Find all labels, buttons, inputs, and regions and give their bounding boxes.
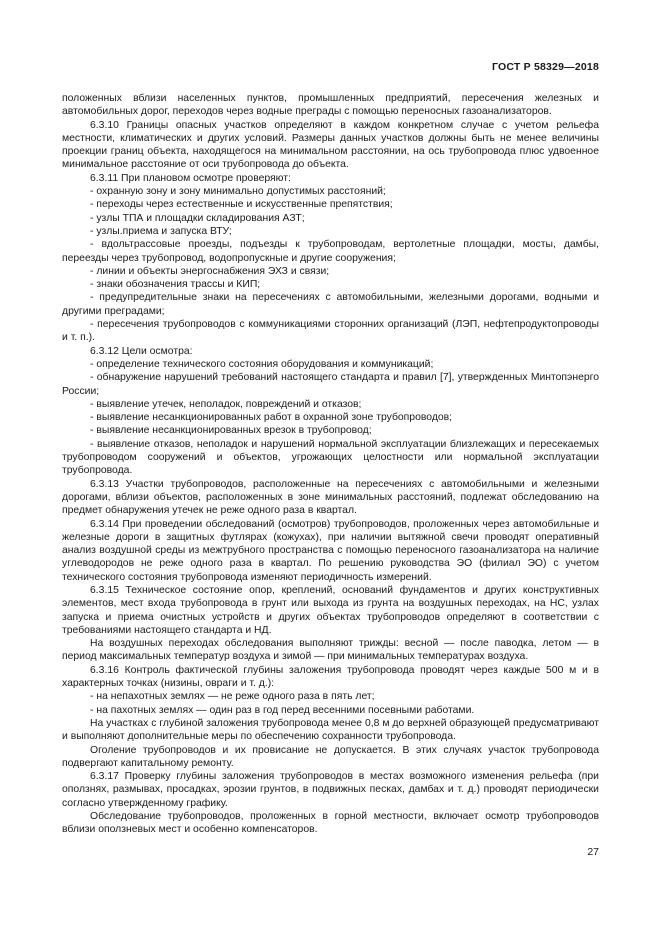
- list-item: - предупредительные знаки на пересечениях с автомобильными, железными дорогами, водными и другими преградами;: [62, 292, 599, 317]
- list-item: - на непахотных землях — не реже одного раза в пять лет;: [90, 691, 375, 703]
- list-item: - на пахотных землях — один раз в год перед весенними посевными работами.: [90, 704, 475, 716]
- paragraph: Обследование трубопроводов, проложенных в горной местности, включает осмотр трубопроводов вблизи оползневых мест и особенно компенсаторов.: [62, 811, 599, 836]
- document-header: ГОСТ Р 58329—2018: [491, 61, 599, 73]
- section-6-3-10: 6.3.10 Границы опасных участков определяют в каждом конкретном случае с учетом рельефа местности, климатических и других условий. Размеры данных участков должны быть не менее величины проекции границ объекта, находящегося на минимальном расстоянии, на ось трубопровода плюс удвоенное минимальное расстояние от оси трубопровода до объекта.: [62, 119, 599, 171]
- section-6-3-16: 6.3.16 Контроль фактической глубины заложения трубопровода проводят через каждые 500 м и в характерных точках (низины, овраги и т. д.):: [62, 664, 599, 690]
- list-item: - вдольтрассовые проезды, подъезды к трубопроводам, вертолетные площадки, мосты, дамбы, переезды через трубопровод, водопропускные и другие сооружения;: [62, 239, 599, 264]
- section-6-3-11: 6.3.11 При плановом осмотре проверяют:: [90, 172, 291, 184]
- section-6-3-14: 6.3.14 При проведении обследований (осмотров) трубопроводов, проложенных через автомобильные и железные дороги в защитных футлярах (кожухах), при наличии вытяжной свечи проводят оперативный анализ воздушной среды из межтрубного пространства с помощью переносного газоанализатора на наличие углеводородов не реже одного раза в квартал. По решению руководства ЭО (филиал ЭО) с учетом технического состояния трубопровода изменяют периодичность измерений.: [62, 518, 599, 583]
- page-number: 27: [587, 846, 599, 858]
- list-item: - пересечения трубопроводов с коммуникациями сторонних организаций (ЛЭП, нефтепродуктопроводы и т. п.).: [62, 319, 599, 344]
- section-6-3-17: 6.3.17 Проверку глубины заложения трубопроводов в местах возможного изменения рельефа (при оползнях, размывах, просадках, эрозии грунтов, в подвижных песках, дамбах и т. д.) проводят периодически согласно утвержденному графику.: [62, 771, 599, 809]
- list-item: - выявление несанкционированных работ в охранной зоне трубопроводов;: [90, 412, 453, 424]
- document-body: [62, 92, 599, 837]
- list-item: - узлы ТПА и площадки складирования АЗТ;: [90, 212, 305, 224]
- paragraph: На воздушных переходах обследования выполняют трижды: весной — после паводка, летом — в период максимальных температур воздуха и зимой — при минимальных температурах воздуха.: [62, 638, 599, 663]
- list-item: - знаки обозначения трассы и КИП;: [90, 279, 261, 291]
- list-item: - обнаружение нарушений требований настоящего стандарта и правил [7], утвержденных Минтопэнерго России;: [62, 372, 599, 397]
- list-item: - выявление утечек, неполадок, повреждений и отказов;: [90, 398, 362, 410]
- paragraph: положенных вблизи населенных пунктов, промышленных предприятий, пересечения железных и автомобильных дорог, переходов через водные преграды с помощью переносных газоанализаторов.: [62, 93, 599, 118]
- list-item: - линии и объекты энергоснабжения ЭХЗ и связи;: [90, 265, 330, 277]
- list-item: - определение технического состояния оборудования и коммуникаций;: [90, 358, 434, 370]
- list-item: - переходы через естественные и искусственные препятствия;: [90, 199, 393, 211]
- list-item: - выявление отказов, неполадок и нарушений нормальной эксплуатации близлежащих и пересекаемых трубопроводом сооружений и объектов, угрожающих целостности или нормальной эксплуатации трубопровода.: [62, 438, 599, 477]
- list-item: - узлы.приема и запуска ВТУ;: [90, 225, 232, 237]
- list-item: - охранную зону и зону минимально допустимых расстояний;: [90, 186, 386, 198]
- section-6-3-13: 6.3.13 Участки трубопроводов, расположенные на пересечениях с автомобильными и железными дорогами, вблизи объектов, расположенных в зоне минимальных расстояний, подлежат обследованию на предмет обнаружения утечек не реже одного раза в квартал.: [62, 478, 599, 517]
- section-6-3-12: 6.3.12 Цели осмотра:: [90, 345, 193, 357]
- section-6-3-15: 6.3.15 Техническое состояние опор, креплений, оснований фундаментов и других конструктивных элементов, мест входа трубопровода в грунт или выхода из грунта на воздушных переходах, на НС, узлах запуска и приема очистных устройств и других объектах трубопроводов определяют в соответствии с требованиями настоящего стандарта и НД.: [62, 584, 599, 636]
- paragraph: На участках с глубиной заложения трубопровода менее 0,8 м до верхней образующей предусматривают и выполняют дополнительные меры по обеспечению сохранности трубопровода.: [62, 717, 599, 743]
- list-item: - выявление несанкционированных врезок в трубопровод;: [90, 425, 372, 437]
- paragraph: Оголение трубопроводов и их провисание не допускается. В этих случаях участок трубопровода подвергают капитальному ремонту.: [62, 744, 599, 769]
